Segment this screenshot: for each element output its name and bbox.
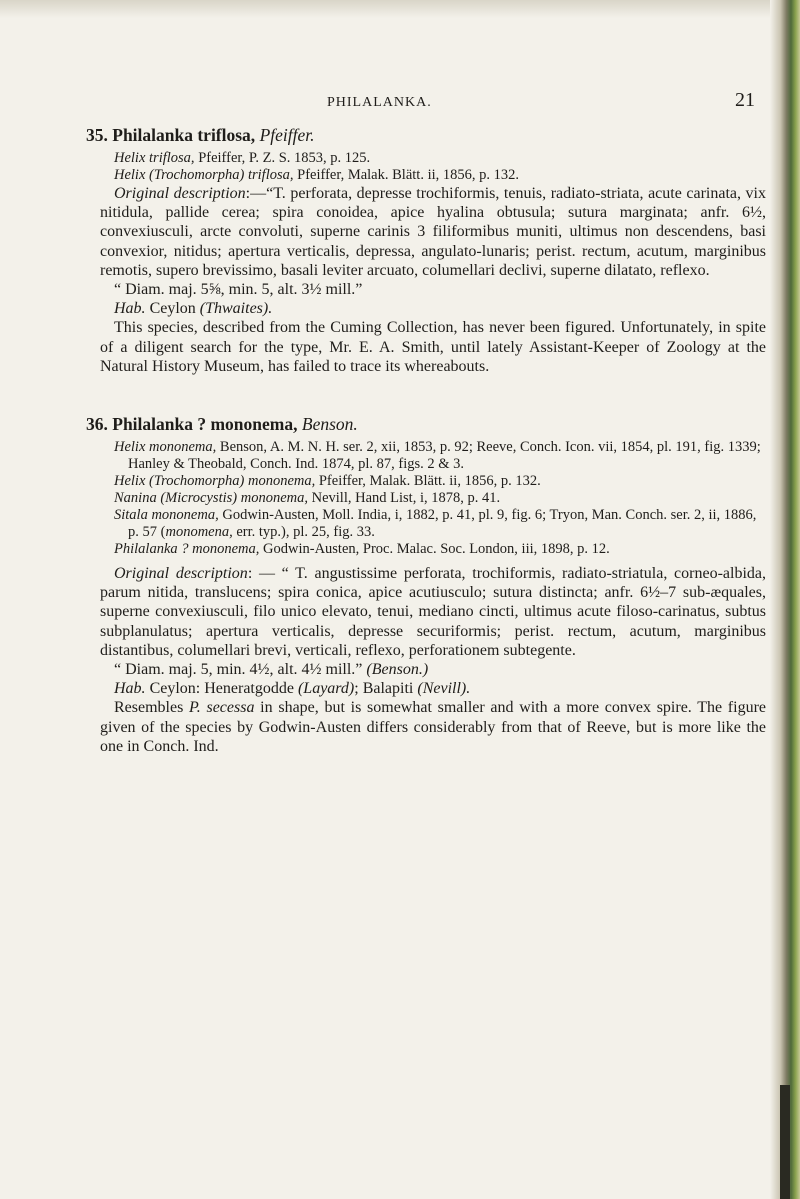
synonym-name: Nanina (Microcystis) mononema,	[114, 490, 308, 507]
synonym-misspelling: monomena,	[165, 524, 233, 541]
page-binding-edge	[770, 0, 800, 1199]
measurement-values: “ Diam. maj. 5, min. 4½, alt. 4½ mill.”	[114, 661, 367, 679]
species-entry-35	[86, 125, 766, 376]
page-top-edge	[0, 0, 800, 18]
synonym-line	[86, 439, 766, 473]
habitat-locality: Ceylon	[145, 300, 200, 318]
species-note	[100, 698, 766, 756]
synonym-reference: Godwin-Austen, Moll. India, i, 1882, p. 41, pl. 9, fig. 6; Tryon, Man. Conch. ser. 2, ii, 1886, p. 57 (	[128, 507, 757, 541]
measurements	[114, 660, 766, 679]
species-entry-36	[86, 414, 766, 756]
species-authority: Benson.	[301, 414, 358, 435]
measurement-source: (Benson.)	[366, 661, 429, 679]
synonym-line	[86, 167, 766, 184]
synonym-line	[86, 150, 766, 167]
note-text: in shape, but is somewhat smaller and with a more convex spire. The figure given of the species by Godwin-Austen differs considerably from that of Reeve, but is more like the one in Conch. Ind.	[100, 699, 767, 755]
description-text: : — “ T. angustissime perforata, trochiformis, radiato-striatula, corneo-albida, parum nitida, translucens; spira conica, apice acutiusculo; sutura distincta; anfr. 6½–7 sub-æquales, superne convexiusculi, filo unico elevato, tenui, mediano cincti, ultimus acute filoso-carinatus, subtus subplanulatus; apertura verticalis, depresse securiformis; perist. rectum, acutum, marginibus distantibus, columellari brevi, verticali, reflexo, perforationem subtegente.	[100, 565, 767, 659]
species-number: 36.	[86, 414, 108, 435]
habitat-line	[114, 299, 766, 318]
page-number: 21	[735, 89, 755, 111]
synonym-reference: Pfeiffer, Malak. Blätt. ii, 1856, p. 132.	[315, 473, 541, 490]
habitat-collector: (Nevill).	[417, 680, 471, 698]
page-content	[86, 125, 766, 756]
synonym-reference: Pfeiffer, Malak. Blätt. ii, 1856, p. 132.	[293, 167, 519, 183]
original-description	[100, 184, 766, 280]
synonym-line	[86, 473, 766, 490]
habitat-line	[114, 679, 766, 698]
description-label: Original description	[114, 565, 248, 583]
synonym-name: Helix (Trochomorpha) triflosa,	[114, 167, 294, 183]
synonym-name: Helix triflosa,	[114, 150, 195, 166]
species-heading	[86, 414, 766, 435]
species-number: 35.	[86, 125, 108, 145]
synonym-line	[86, 541, 766, 558]
species-heading	[86, 125, 766, 146]
measurements: “ Diam. maj. 5⅝, min. 5, alt. 3½ mill.”	[114, 281, 363, 299]
species-authority: Pfeiffer.	[259, 125, 315, 145]
synonym-reference-tail: err. typ.), pl. 25, fig. 33.	[232, 524, 375, 541]
synonym-reference: Benson, A. M. N. H. ser. 2, xii, 1853, p. 92; Reeve, Conch. Icon. vii, 1854, pl. 191, fig. 1339; Hanley & Theobald, Conch. Ind. 1874, pl. 87, figs. 2 & 3.	[128, 439, 761, 473]
synonym-name: Philalanka ? mononema,	[114, 541, 260, 558]
species-note: This species, described from the Cuming Collection, has never been figured. Unfortunately, in spite of a diligent search for the type, Mr. E. A. Smith, until lately Assistant-Keeper of Zoology at the Natural History Museum, has failed to trace its whereabouts.	[100, 319, 766, 375]
synonym-name: Helix mononema,	[114, 439, 217, 456]
species-name: Philalanka ? mononema,	[112, 414, 298, 435]
running-head-title: PHILALANKA.	[327, 95, 432, 110]
original-description	[100, 564, 766, 660]
synonym-line	[86, 507, 766, 541]
species-name: Philalanka triflosa,	[112, 125, 256, 145]
habitat-locality: Ceylon: Heneratgodde	[145, 680, 298, 698]
synonym-reference: Godwin-Austen, Proc. Malac. Soc. London, iii, 1898, p. 12.	[259, 541, 610, 558]
description-text: :—“T. perforata, depresse trochiformis, tenuis, radiato-striata, acute carinata, vix nitidula, pallide cerea; spira conoidea, apice hyalina obtusula; sutura marginata; anfr. 6½, convexiusculi, arcte convoluti, superne carinis 3 filiformibus muniti, ultimus non descendens, basi convexior, nitidus; apertura verticalis, depressa, angulato-lunaris; perist. rectum, acutum, marginibus remotis, supero brevissimo, basali leviter arcuato, columellari declivi, superne dilatato, reflexo.	[100, 185, 767, 279]
habitat-label: Hab.	[114, 680, 146, 698]
synonym-reference: Pfeiffer, P. Z. S. 1853, p. 125.	[194, 150, 371, 166]
synonym-name: Helix (Trochomorpha) mononema,	[114, 473, 316, 490]
habitat-label: Hab.	[114, 300, 146, 318]
page-binding-shadow	[780, 1085, 790, 1199]
synonym-line	[86, 490, 766, 507]
habitat-collector: (Layard)	[297, 680, 355, 698]
synonym-reference: Nevill, Hand List, i, 1878, p. 41.	[307, 490, 501, 507]
habitat-collector: (Thwaites).	[199, 300, 273, 318]
description-label: Original description	[114, 185, 246, 202]
note-species-name: P. secessa	[189, 699, 255, 717]
habitat-locality: ; Balapiti	[354, 680, 418, 698]
note-text: Resembles	[114, 699, 190, 717]
synonym-name: Sitala mononema,	[114, 507, 219, 524]
